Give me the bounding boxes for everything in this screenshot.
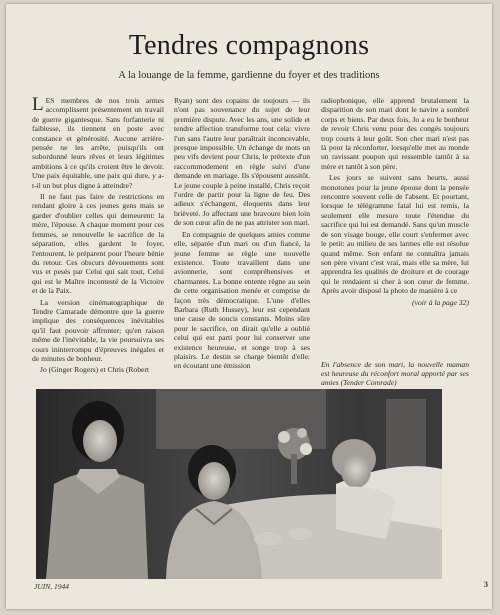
magazine-page [6,4,492,609]
issue-date: JUIN, 1944 [34,582,69,591]
paragraph: LES membres de nos trois armes accomplissent présentement un travail de guerre gigantesque. Sans forfanterie ni faiblesse, ils tiennent en poste avec constance et générosité. Aucune arrière-pensée ne les arrête, puisqu'ils ont subordonné leurs rêves et leurs légitimes ambitions à ce qu'ils croient être le devoir. Une paix équitable, une paix qui dure, y a-t-il un but plus digne à atteindre? [32,94,164,190]
paragraph: radiophonique, elle apprend brutalement la disparition de son mari dont le navire a sombré corps et biens. Par deux fois, Jo a eu le bonheur de revoir Chris venu pour des congés toujours trop courts à leur goût. Son cher mari n'est pas là pour la réconforter, lorsqu'elle met au monde un ravissant poupon qui ressemble tantôt à sa mère et tantôt à son père. [321,96,469,171]
film-still-photo [36,389,442,579]
paragraph: En compagnie de quelques amies comme elle, séparée d'un mari ou d'un fiancé, la jeune femme se règle une nouvelle existence. Toute travaillent dans une avionnerie, sont compréhensives et charmantes. La bonne entente règne au sein de cette organisation menée et comprise de façon très démocratique. L'une d'elles Barbara (Ruth Hussey), leur est cependant une cause de soucis constants. Moins sûre pour le sacrifice, on dirait qu'elle a oublié celui qui est parti pour lui conserver une existence heureuse, et songe trop à ses plaisirs. Le destin se charge bientôt d'elle: en écoutant une émission [174,229,310,371]
page-number: 3 [484,580,488,589]
paragraph: La version cinématographique de Tendre Camarade démontre que la guerre implique des conséquences inévitables qu'il faut pouvoir affronter; qu'en raison même de l'inévitable, la vie poursuivra ses cours ininterrompu d'épreuves inégales et de minutes de bonheur. [32,297,164,363]
drop-cap-letter: L [32,94,44,115]
text-column-1 [32,94,164,375]
photo-caption: En l'absence de son mari, la nouvelle maman est heureuse du réconfort moral apporté par ses amies (Tender Comrade) [321,360,469,388]
article-title: Tendres compagnons [128,30,370,61]
continued-note: (voir à la page 32) [412,297,469,307]
paragraph: Ryan) sont des copains de toujours — ils n'ont pas souvenance du sujet de leur première dispute. Avec les ans, une solide et tendre affection transforme tout cela: vivre l'un sans l'autre leur paraîtrait inconcevable, presque impossible. Un échange de mots un peu vifs devient pour Chris, le prétexte d'un raccommodement en règle suivi d'une demande en mariage. Ils s'épousent aussitôt. Le jeune couple à peine installé, Chris reçoit l'ordre de partir pour la ligne de feu. Des adieux s'échangent, éloquents dans leur brièveté. Jo affectant une bravoure bien loin de son cœur afin de ne pas attrister son mari. [174,96,310,228]
article-subtitle: A la louange de la femme, gardienne du foyer et des traditions [118,70,380,81]
text-column-2 [174,96,310,371]
paragraph: Il ne faut pas faire de restrictions en rendant gloire à ces jeunes gens mais se garder d'oublier celles qui demeurent: la mère, l'épouse. A chaque moment pour ces femmes, se renouvelle le sacrifice de la séparation, elles gardent le foyer, l'entourent, le préparent pour l'heure bénie du retour. Ces obscurs dévouements sont vus et pesés par Celui qui sait tout, Celui qui est le Maître incontesté de la Victoire et de la Paix. [32,192,164,296]
text-column-3 [321,96,469,346]
paragraph: Les jours se suivent sans heurts, aussi monotones pour la jeune épouse dont la pensée rencontre souvent celle de l'absent. Et pourtant, lorsque le télégramme fatal lui est remis, la seulement elle mesure toute l'étendue du sacrifice qui lui est demandé. Sans qu'un muscle de son visage bouge, elle court s'enfermer avec le petit: au milieu de ses larmes elle est résolue quand même. Son enfant ne connaîtra jamais son père vivant c'est vrai, mais elle sa mère, lui apprendra les qualités de droiture et de courage qui le rendaient si cher à son cœur de femme. Après avoir disposé la photo de manière à ce [321,173,469,296]
paragraph: Jo (Ginger Rogers) et Chris (Robert [40,365,150,375]
